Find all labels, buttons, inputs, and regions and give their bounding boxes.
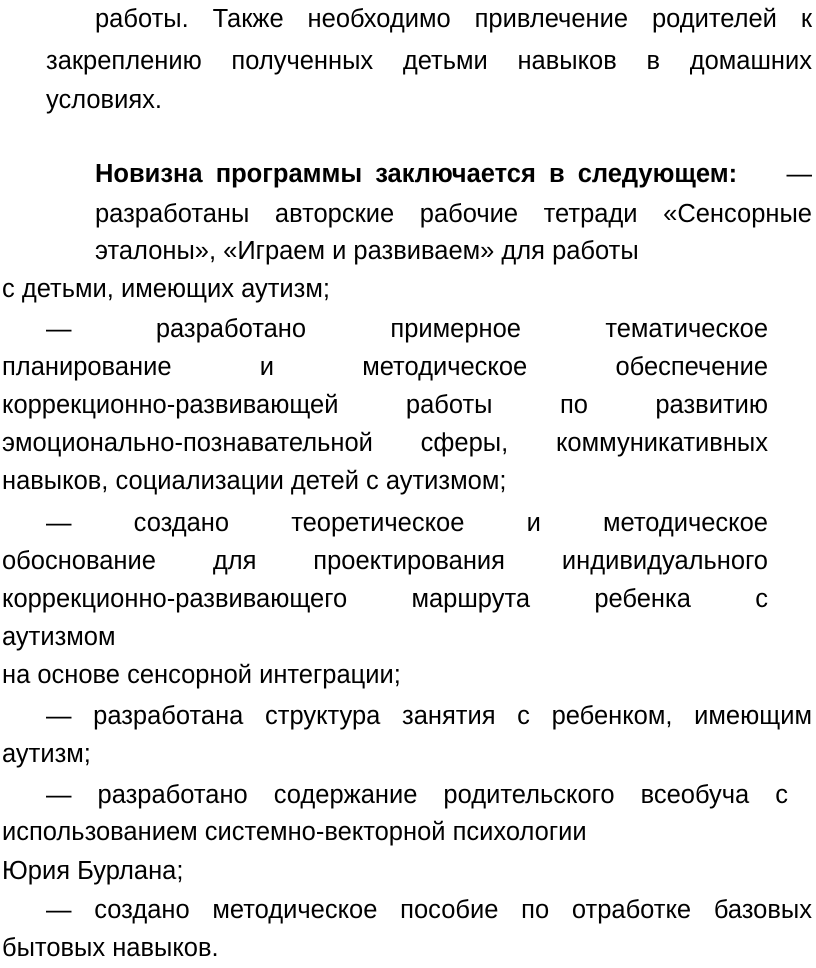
item4-line-3: Юрия Бурлана; [2, 857, 184, 885]
item2-line-1: — создано теоретическое и методическое [46, 509, 768, 537]
item2-line-4: аутизмом [2, 623, 116, 651]
item1-line-1: — разработано примерное тематическое [46, 315, 768, 343]
item2-line-5: на основе сенсорной интеграции; [2, 661, 401, 689]
intro-line-2: закреплению полученных детьми навыков в домашних [46, 47, 812, 75]
item4-line-1: — разработано содержание родительского всеобуча с [46, 781, 788, 809]
item2-line-2: обоснование для проектирования индивидуального [2, 547, 768, 575]
item5-line-1: — создано методическое пособие по отработке базовых [46, 896, 812, 924]
novelty-heading-row [95, 155, 812, 194]
novelty-line-3: эталоны», «Играем и развиваем» для работы [95, 237, 639, 265]
novelty-dash: — [786, 160, 812, 188]
novelty-heading: Новизна программы заключается в следующем: [95, 160, 738, 188]
item2-line-3: коррекционно-развивающего маршрута ребенка с [2, 585, 768, 613]
item4-line-2: использованием системно-векторной психологии [2, 818, 587, 846]
item3-line-2: аутизм; [2, 740, 91, 768]
intro-line-3: условиях. [46, 86, 162, 114]
item5-line-2: бытовых навыков. [2, 934, 219, 962]
item1-line-4: эмоционально-познавательной сферы, коммуникативных [2, 429, 768, 457]
intro-line-1: работы. Также необходимо привлечение родителей к [95, 5, 812, 33]
item1-line-5: навыков, социализации детей с аутизмом; [2, 467, 507, 495]
item1-line-2: планирование и методическое обеспечение [2, 353, 768, 381]
item3-line-1: — разработана структура занятия с ребенком, имеющим [46, 702, 812, 730]
novelty-line-2: разработаны авторские рабочие тетради «Сенсорные [95, 200, 812, 228]
item1-line-3: коррекционно-развивающей работы по развитию [2, 391, 768, 419]
novelty-line-4: с детьми, имеющих аутизм; [2, 275, 330, 303]
